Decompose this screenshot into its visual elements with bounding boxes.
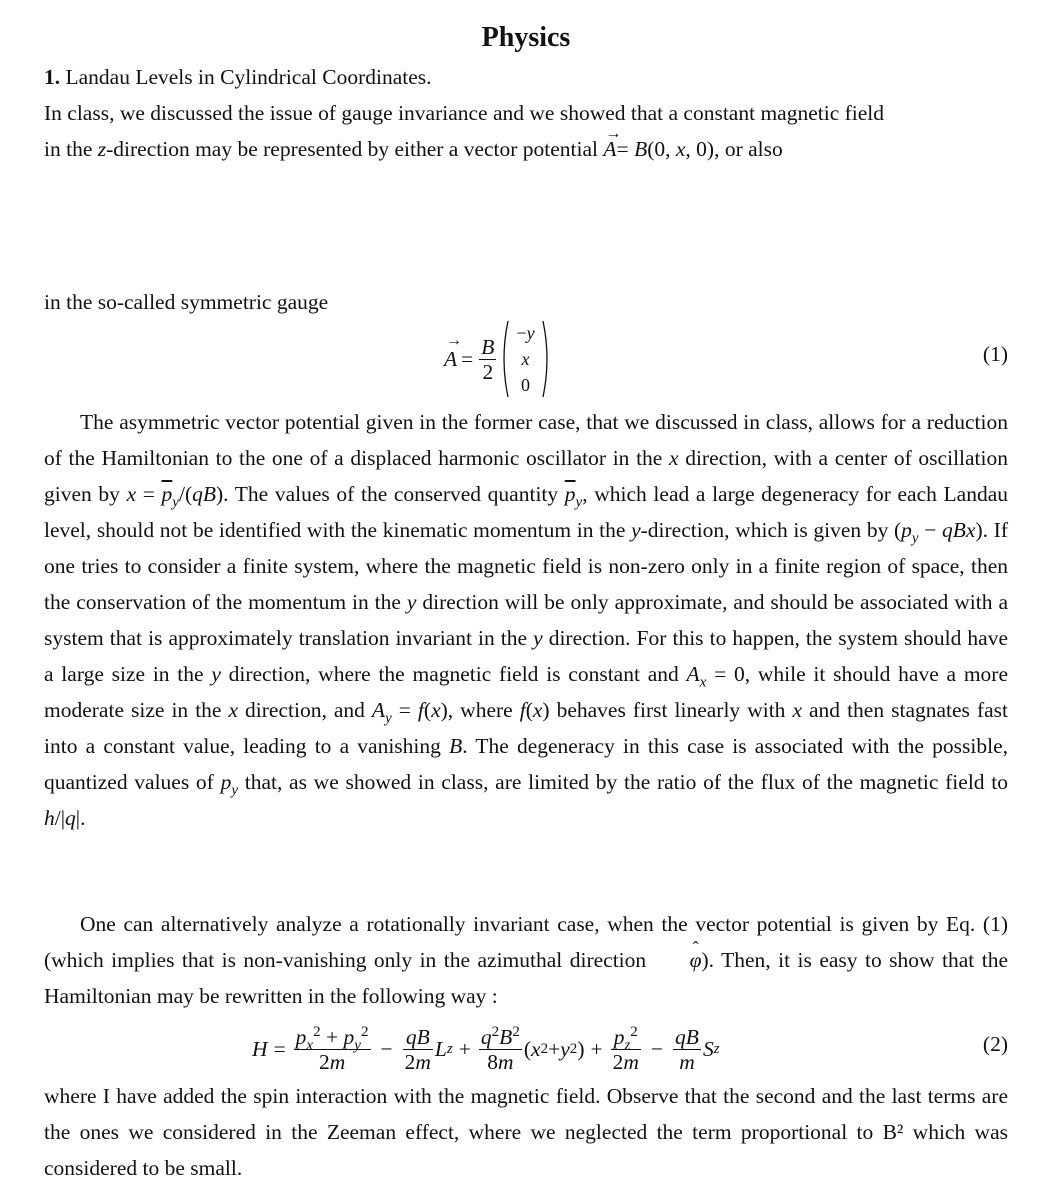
paragraph-asymmetric: The asymmetric vector potential given in the former case, that we discussed in class, allows for a reduction of the Hamiltonian to the one of a displaced harmonic oscillator in the x direction, with a center of oscillation given by $x = \overline{p}_y/(qB)$. The values of the conserved quantity $\overline{p}_y$, which lead a large degeneracy for each Landau level, should not be identified with the kinematic momentum in the y-direction, which is given by $(p_y - qBx)$. If one tries to consider a finite system, where the magnetic field is non-zero only in a finite region of space, then the conservation of the momentum in the y direction will be only approximate, and should be associated with a system that is approximately translation invariant in the y direction. For this to happen, the system should have a large size in the y direction, where the magnetic field is constant and $A_x = 0$, while it should have a more moderate size in the x direction, and $A_y = f(x)$, where f(x) behaves first linearly with x and then stagnates fast into a constant value, leading to a vanishing B. The degeneracy in this case is associated with the possible, quantized values of $p_y$ that, as we showed in class, are limited by the ratio of the flux of the magnetic field to h/|q|.: [44, 410, 1009, 830]
equation-2: H = $\frac{p_x^2 + p_y^2}{2m}$ − $\frac{qB}{2m}$ L z + $\frac{q^2B^2}{8m}$ ( x 2 + y 2 ) + $\frac{p_z^2}{2m}$ − $\frac{qB}{m}$ S z (2): [252, 1023, 1008, 1074]
paragraph-spin: where I have added the spin interaction with the magnetic field. Observe that the second and the last terms are the ones we considered in the Zeeman effect, where we neglected the term proportional to B² which was considered to be small.: [44, 1084, 1008, 1180]
problem-heading: [44, 59, 1008, 95]
problem-title: Landau Levels in Cylindrical Coordinates.: [65, 65, 432, 89]
equation-1-number: (1): [982, 342, 1008, 366]
intro-line-2: in the z-direction may be represented by either a vector potential → A= B(0, x, 0), or also: [44, 131, 1008, 167]
right-paren: [541, 319, 553, 399]
paragraph-rotational: One can alternatively analyze a rotationally invariant case, when the vector potential is given by Eq. (1) (which implies that is non-vanishing only in the azimuthal direction ˆ φ). Then, it is easy to show that the Hamiltonian may be rewritten in the following way :: [44, 906, 1008, 1014]
left-paren: [498, 319, 510, 399]
intro-line-1: In class, we discussed the issue of gauge invariance and we showed that a constant magnetic field: [44, 101, 885, 125]
equation-1: → A = $\frac{B}{2}$ −y x 0 (1): [44, 318, 1008, 400]
paragraph-symmetric-gauge: in the so-called symmetric gauge: [44, 290, 329, 314]
problem-number: 1.: [44, 65, 61, 89]
page-title: Physics: [481, 22, 571, 53]
paragraph-intro: [44, 95, 1008, 167]
equation-2-number: (2): [982, 1032, 1008, 1056]
